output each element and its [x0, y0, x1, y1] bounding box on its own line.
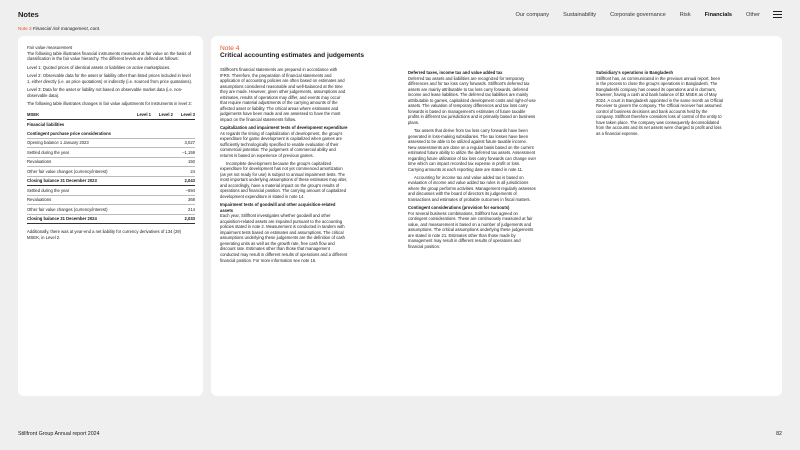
level3-text: Level 3: Data for the asset or liability not based on observable market data (i.e. non-observable data). [27, 87, 183, 98]
col-header-level2: Level 2 [151, 111, 173, 120]
table-row: Revaluations 368 [27, 195, 195, 205]
level3-table [27, 111, 195, 225]
level1-text: Level 1: Quoted prices of identical assets or liabilities on active marketplaces. [27, 64, 171, 70]
table-row: Opening balance 1 January 2023 3,027 [27, 138, 195, 148]
nav-financials[interactable]: Financials [704, 12, 732, 18]
section-heading: Subsidiary's operations in Bangladesh [596, 70, 674, 75]
note4-card [211, 36, 782, 396]
section-heading: Deferred taxes, income tax and value added tax [408, 70, 503, 75]
table-row-total: Closing balance 31 December 2023 2,043 [27, 176, 195, 186]
table-intro: The following table illustrates changes in fair value adjustments for instruments in level 3: [27, 101, 192, 107]
note-label: Note 4 [220, 45, 240, 52]
nav-other[interactable]: Other [746, 12, 760, 18]
section-subtitle [18, 26, 100, 31]
page-number: 82 [776, 431, 782, 437]
report-footer: Stillfront Group Annual report 2024 [18, 431, 100, 437]
nav-risk[interactable]: Risk [679, 12, 691, 18]
nav-sustainability[interactable]: Sustainability [563, 12, 597, 18]
fair-value-intro: The following table illustrates financial instruments measured at fair value on the basis of classification in the fair value hierarchy. The different levels are defined as follows: [27, 50, 192, 62]
section-heading: Capitalization and impairment tests of development expenditure [220, 124, 348, 130]
page-title: Notes [18, 10, 39, 19]
paragraph: Incomplete development because the group's capitalized expenditure for development has not yet commenced amortization (as yet not ready for use) is subject to annual impairment tests. The most important underlying assumptions of these estimates may alter, and accordingly, have a material impact on the group's results of operations and financial position. The carrying amount of capitalized development expenditure is stated in note 14. [220, 160, 348, 200]
note-title: Critical accounting estimates and judgements [220, 52, 364, 59]
paragraph: For several business combinations, Stillfront has agreed on contingent considerations. These are continuously measured at fair value, and measurement is based on a number of judgements and assumptions. The critical assumptions underlying these judgements are stated in note 21. Estimates other than those made by management may result in different results of operations and financial position. [408, 210, 534, 249]
nav-corporate-governance[interactable]: Corporate governance [610, 12, 666, 18]
paragraph: As regards the timing of capitalization of development, the group's expenditure for game development is capitalized when games are sufficiently technologically specified to enable evaluation of their commercial potential. The judgement of commercial ability and returns is based on experience of previous games. [220, 130, 343, 158]
section-financial-liabilities: Financial liabilities [27, 121, 65, 127]
paragraph: Accounting for income tax and value added tax is based on evaluation of income and value added tax rules in all jurisdictions where the group performs activities. Management regularly assesses and discusses with the board of directors its judgements of transactions and estimates of probable outcomes in fiscal matters. [408, 174, 536, 203]
hamburger-menu-icon[interactable] [773, 11, 782, 18]
note-column-1 [220, 67, 348, 266]
nav-our-company[interactable]: Our company [515, 12, 550, 18]
note-column-2 [408, 70, 536, 252]
derivatives-note: Additionally, there was at year-end a net liability for currency derivatives of 134 (29) MSEK, in Level 2. [27, 229, 182, 241]
fair-value-heading: Fair value measurement [27, 45, 73, 50]
note-column-3 [596, 70, 724, 139]
subtitle-note: Note 3 [18, 26, 32, 31]
top-nav [516, 12, 760, 18]
col-header-level3: Level 3 [173, 111, 195, 120]
table-row: Revaluations 150 [27, 157, 195, 167]
col-header-level1: Level 1 [129, 111, 151, 120]
paragraph: Tax assets that derive from tax loss carry forwards have been generated in loss-making subsidiaries. The tax losses have been assessed to be able to be utilized against future taxable income. New assessments are done on a regular basis based on the current estimated future ability to utilize the deferred tax assets. Assessment regarding future utilization of tax loss carry forwards can change over time which can impact recorded tax expense in profit or loss. Carrying amounts at each reporting date are stated in note 11. [408, 127, 537, 172]
table-row-total: Closing balance 31 December 2024 2,033 [27, 214, 195, 224]
paragraph: Stillfront has, as communicated in the previous annual report, been in the process to close the group's operations in Bangladesh. The Bangladeshi company has ceased its operations and is dormant, however, having a cash and bank balance of $2 MSEK as of May 2024. A court in Bangladesh appointed in the same month an Official Receiver to govern the company. The Official receiver has assumed control of business decisions and bank accounts held by the company. Stillfront therefore considers loss of control of the entity to have taken place. The company was consequently deconsolidated from the accounts and its net assets were charged to profit and loss as a financial expense. [596, 75, 724, 137]
level2-text: Level 2: Observable data for the asset or liability other than listed prices included in level 1, either directly (i.e. as price quotations) or indirectly (i.e. sourced from price quotations). [27, 73, 193, 84]
subtitle-text: Financial risk management, cont. [32, 26, 101, 31]
section-heading: Impairment tests of goodwill and other acquisition-related assets [220, 202, 336, 213]
table-row: Other fair value changes (currency/interest) 214 [27, 205, 195, 215]
table-row: Settled during the year –1,159 [27, 148, 195, 158]
paragraph: Stillfront's financial statements are prepared in accordance with IFRS. Therefore, the preparation of financial statements and application of accounting policies are often based on estimates and assumptions considered reasonable and well-balanced at the time they are made. However, given other judgements, assumptions and estimates, results of operations may differ, and events may occur that require material adjustments of the carrying amounts of the affected asset or liability. The critical areas where estimates and judgements have been made and are assessed to have the most impact on the financial statements follow. [220, 67, 346, 122]
section-contingent: Contingent purchase price considerations [27, 129, 195, 138]
table-row: Other fair value changes (currency/interest) 24 [27, 167, 195, 177]
paragraph: Deferred tax assets and liabilities are recognized for temporary differences and for tax loss carry forwards. Stillfront's deferred tax assets are mainly attributable to tax loss carry forwards, deferred income and lease liabilities. The deferred tax liabilities are mainly attributable to games, capitalized development costs and right-of-use assets. The valuation of temporary differences and tax loss carry forwards is based on management's estimates of future taxable profits in different tax jurisdictions and is primarily based on business plans. [408, 75, 536, 125]
table-row: Settled during the year –594 [27, 186, 195, 196]
top-bar [0, 0, 800, 22]
paragraph: Each year, Stillfront investigates whether goodwill and other acquisition-related assets are impaired pursuant to the accounting policies stated in note 2. Measurement is conducted in tandem with impairment tests based on estimates and assumptions. The critical assumptions underlying these judgements are the definition of cash generating units as well as the growth rate, free cash flow and discount rate. Estimates other than those that management conducted may result in different results of operations and a different financial position. For more information see note 15. [220, 213, 348, 263]
col-header-msek: MSEK [27, 111, 129, 120]
fair-value-card [18, 36, 203, 396]
section-heading: Contingent considerations (provision for earnouts) [408, 205, 510, 211]
